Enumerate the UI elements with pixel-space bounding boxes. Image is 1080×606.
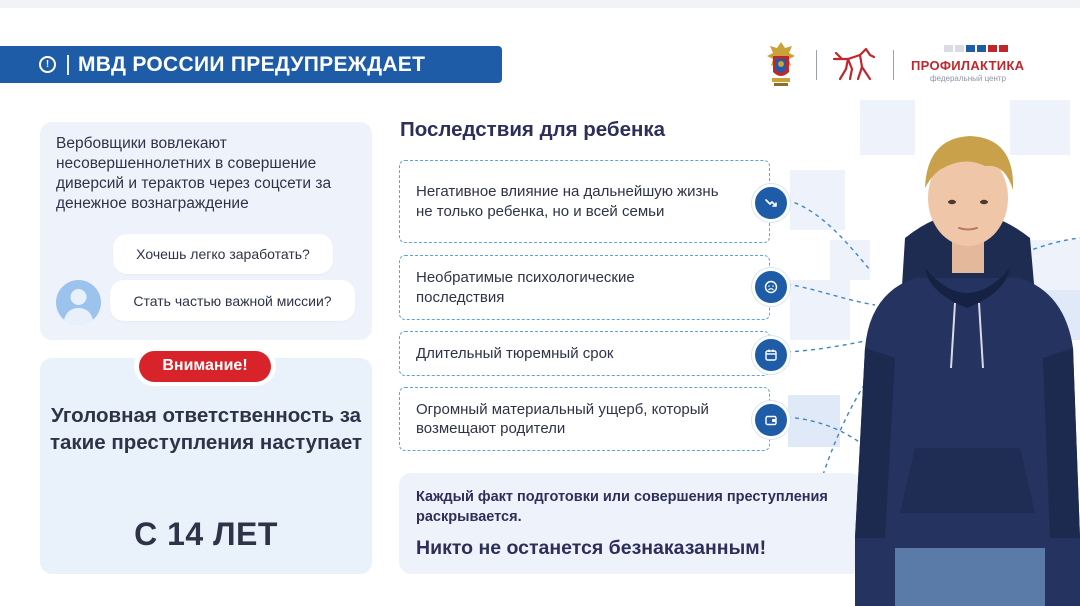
bottom-message-headline: Никто не останется безнаказанным! [416,537,767,559]
recruiters-card [40,122,372,340]
teen-hoodie-photo [855,118,1080,606]
trend-down-icon [752,184,790,222]
warning-text: Уголовная ответственность за такие преступления наступает [49,404,363,454]
consequence-label: Огромный материальный ущерб, который возмещают родители [416,400,709,437]
logo-divider [816,50,817,80]
header-title: МВД РОССИИ ПРЕДУПРЕЖДАЕТ [78,52,426,76]
profilaktika-logo-title: ПРОФИЛАКТИКА [911,58,1025,73]
bottom-message-card [399,473,862,574]
info-circle-icon: ! [39,56,56,73]
profilaktika-bars [944,45,1008,52]
header-divider [67,55,69,75]
profilaktika-logo-subtitle: федеральный центр [930,74,1007,83]
logo-divider [893,50,894,80]
header-banner [0,46,502,83]
top-strip [0,0,1080,8]
horse-logo-icon [830,45,878,83]
user-avatar-icon [56,280,101,325]
consequence-item [399,255,770,320]
calendar-icon [752,336,790,374]
warning-age: С 14 ЛЕТ [134,516,278,552]
consequence-label: Необратимые психологические последствия [416,269,635,306]
consequences-title: Последствия для ребенка [400,118,666,141]
consequence-label: Длительный тюремный срок [416,344,614,362]
bottom-message-text: Каждый факт подготовки или совершения преступления раскрывается. [416,489,828,525]
recruiters-text: Вербовщики вовлекают несовершеннолетних в совершение диверсий и терактов через соцсети за денежное вознаграждение [56,135,332,212]
consequence-item [399,387,770,451]
consequence-label: Негативное влияние на дальнейшую жизнь не только ребенка, но и всей семьи [416,183,719,220]
chat-bubble: Хочешь легко заработать? [113,234,333,274]
warning-badge [134,346,276,386]
consequence-item [399,160,770,243]
mvd-emblem-icon [764,40,798,88]
consequence-item [399,331,770,376]
warning-badge-label: Внимание! [139,351,271,382]
chat-bubble: Стать частью важной миссии? [110,280,355,321]
wallet-icon [752,401,790,439]
sad-face-icon [752,268,790,306]
